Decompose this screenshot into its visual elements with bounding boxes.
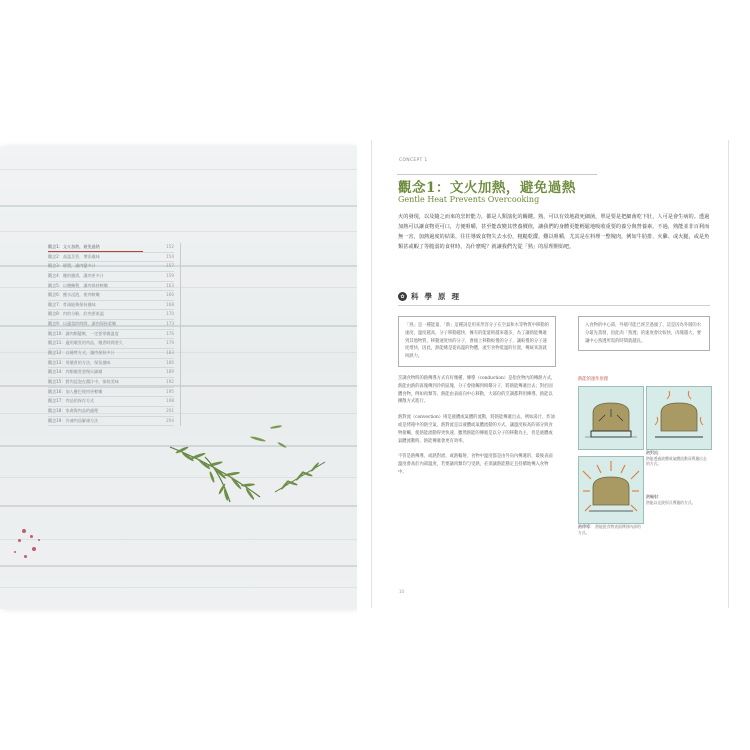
toc-item-page: 198 [166, 398, 174, 404]
left-page-photo [0, 147, 357, 609]
toc-item-title: 觀念3：靜置，讓肉變多汁 [48, 263, 96, 269]
toc-item-title: 觀念8：肉的分解，絞肉要低溫 [48, 311, 104, 317]
toc-item-page: 157 [166, 263, 174, 269]
title-rule [397, 174, 597, 175]
page-subtitle: Gentle Heat Prevents Overcooking [398, 195, 540, 204]
toc-item [48, 282, 174, 292]
toc-active-underline [48, 251, 143, 252]
conduction-caption-bottom: 熱傳導： 熱能從食物表面傳到內部的方式。 [578, 524, 641, 535]
rosemary-leaves-icon [238, 419, 298, 459]
note-box: 入食物的中心部，外層可能已經烹過頭了，這是因為外層的水分最先蒸發，因此肉「熟透」的速度會比較快，肉塊越大，要讓中心熟透所需的時間就越長。 [578, 316, 710, 351]
toc-item [48, 388, 174, 398]
toc-item-page: 154 [166, 253, 174, 259]
diagram-label: 熱能的運作原理 [578, 377, 609, 382]
toc-item [48, 397, 174, 407]
right-column [578, 316, 710, 351]
toc-item-page: 195 [166, 388, 174, 394]
section-title: 科學原理 [411, 292, 465, 301]
toc-item-page: 170 [166, 311, 174, 317]
bread-pan-icon [579, 387, 643, 449]
peppercorn [38, 539, 40, 541]
toc-item-title: 觀念10：讓肉類變軟，一定要掌握溫度 [48, 330, 119, 336]
concept-label: CONCEPT 1 [399, 158, 428, 163]
toc-item-page: 189 [166, 369, 174, 375]
toc-item-page: 183 [166, 350, 174, 356]
toc-item-title: 觀念6：鹽水浸泡，使肉軟嫩 [48, 292, 100, 298]
page-title: 觀念1：文火加熱，避免過熱 [398, 180, 576, 196]
section-heading [398, 291, 465, 302]
convection-paragraph: 熱對流（convection）則是液體或氣體的流動，將熱能傳遞出去。例如湯汁、炸油或是烤箱中的熱空氣，熱對流是以液體或氣體流動的方式，讓溫度較高的部分與食物接觸，使熱能流動得更快速，雖然熱能的傳遞是以分子的移動為主，但是液體或氣體流動時，熱能傳遞會更有效率。 [398, 415, 555, 444]
gutter [357, 0, 371, 750]
toc-item [48, 320, 174, 330]
toc-item-title: 觀念16：加入鹽巴使肉更軟嫩 [48, 388, 103, 394]
flower-icon: ✿ [398, 292, 407, 301]
toc-item-page: 179 [166, 340, 174, 346]
section-rule [398, 305, 710, 306]
toc-item-page: 204 [166, 417, 174, 423]
toc-item-title: 觀念17：肉品的保存方式 [48, 398, 95, 404]
toc-item-title: 觀念12：以燒烤方式，讓肉保持多汁 [48, 350, 115, 356]
toc-item [48, 262, 174, 272]
table-of-contents [48, 243, 181, 426]
toc-item [48, 253, 174, 263]
toc-item [48, 339, 174, 349]
toc-item-title: 觀念13：用燉煮的方法，保留風味 [48, 359, 111, 365]
right-page [371, 140, 729, 608]
toc-item-page: 166 [166, 292, 174, 298]
toc-item-title: 觀念14：肉類燉煮要慢火細燉 [48, 369, 103, 375]
intro-paragraph: 火的發現，以及隨之而來的烹飪能力，都是人類演化的關鍵。熟，可以有效地殺死細菌，單是要是把細菌吃下肚，人可是會生病的。透過加熱可以讓食物更可口，方便咀嚼，甚至能改變其營養價值，讓我們的身體更能輕鬆地吸收重要的養分與營養素。不過，熟能並非百利而無一害，加熱過度的結果，往往導致食物失去水份，粗糙乾澀，難以咀嚼，尤其是在料理一整塊肉，例如牛肋排、火雞、或火腿，或是魚類甚或蝦了等脆弱的食材時，為什麼呢？就讓我們先從「熟」的原理開始吧。 [398, 214, 710, 250]
toc-item-page: 163 [166, 282, 174, 288]
heat-diagram [578, 386, 710, 535]
radiation-panel [578, 456, 644, 524]
bread-steam-icon [647, 387, 711, 449]
toc-item [48, 272, 174, 282]
toc-item-title: 觀念1：文火加熱，避免過熱 [48, 244, 100, 249]
left-column [398, 316, 556, 477]
toc-item [48, 359, 174, 369]
toc-item-title: 觀念18：家禽與肉品的處理 [48, 407, 99, 413]
toc-item-page: 186 [166, 359, 174, 365]
peppercorn [24, 555, 27, 558]
peppercorn [30, 535, 33, 538]
toc-item [48, 301, 174, 311]
toc-item-title: 觀念7：骨頭能夠保持風味 [48, 301, 96, 307]
toc-item-page: 152 [166, 244, 174, 249]
toc-item-page: 168 [166, 301, 174, 307]
toc-item-page: 173 [166, 321, 174, 327]
toc-item-page: 201 [166, 407, 174, 413]
toc-item-title: 觀念11：適用燉煮的肉品，燉煮時間要久 [48, 340, 123, 346]
toc-item-title: 觀念15：將肉浸泡在醬汁中，保持美味 [48, 378, 119, 384]
peppercorn [18, 539, 21, 542]
toc-item [48, 407, 174, 417]
convection-caption: 熱對流： 熱能透過液體或氣體流動而傳遞出去的方式。 [646, 450, 707, 466]
conduction-panel [578, 386, 644, 450]
toc-item-page: 176 [166, 330, 174, 336]
radiation-caption: 熱輻射： 熱能以光波形式傳遞的方式。 [646, 494, 696, 505]
rosemary-sprig-small-icon [270, 452, 330, 502]
toc-item-page: 159 [166, 272, 174, 278]
toc-item [48, 310, 174, 320]
peppercorn [14, 551, 16, 553]
toc-item [48, 291, 174, 301]
toc-item-title: 觀念19：冷凍肉品解凍方法 [48, 417, 99, 423]
conduction-paragraph: 烹調食物時的熱傳導方式有好幾種，傳導（conduction）是指食物內的傳熱方式，熱能由熱的區塊傳到冷的區塊，分子會接觸到相鄰分子，將熱能傳遞出去；對於固體食物，例如肉類等，熱能由表面向中心移動，大部份的烹調都利用傳導，熱能以擴散方式進行。 [398, 375, 556, 405]
toc-item [48, 378, 174, 388]
peppercorn [22, 529, 26, 533]
toc-item [48, 330, 174, 340]
toc-item [48, 368, 174, 378]
toc-item-page: 192 [166, 378, 174, 384]
definition-box: 「熟」是一種能量，「熱」這種詞是用來形容分子在空氣和水等物質中移動的速度，溫度越高，分子移動越快，擁有的能量則越來越多，為了讓熱能傳遞到其他物質，移動速度快的分子，會撞上移動較慢的分子，讓較慢的分子速度增快，因此，熱能總是從高溫的物體，流至食物低溫的位置，傳統來說就叫熱力。 [398, 316, 556, 367]
toc-item-title: 觀念5：以鹽醃製，讓肉保持軟嫩 [48, 282, 108, 288]
toc-item-title: 觀念9：以適當的時間，讓肉保持柔嫩 [48, 321, 117, 327]
toc-item-title: 觀念4：鹽的鹽漬，讓肉更多汁 [48, 272, 104, 278]
page-number: 10 [399, 589, 405, 594]
peppercorn [32, 547, 36, 551]
toc-item [48, 417, 174, 427]
toc-item-title: 觀念2：高溫烹煮，增添風味 [48, 253, 100, 259]
bread-radiation-icon [579, 457, 643, 523]
toc-item [48, 349, 174, 359]
summary-paragraph: 不管是熱傳導、或熱對流、或熱輻射，食物中溫度都是由外向內傳遞的，最後表面溫度會高於內部溫度，若要讓肉類均勻受熱，必須讓熱能穩定且持續地傳入食物中。 [398, 454, 553, 475]
convection-panel [646, 386, 712, 450]
